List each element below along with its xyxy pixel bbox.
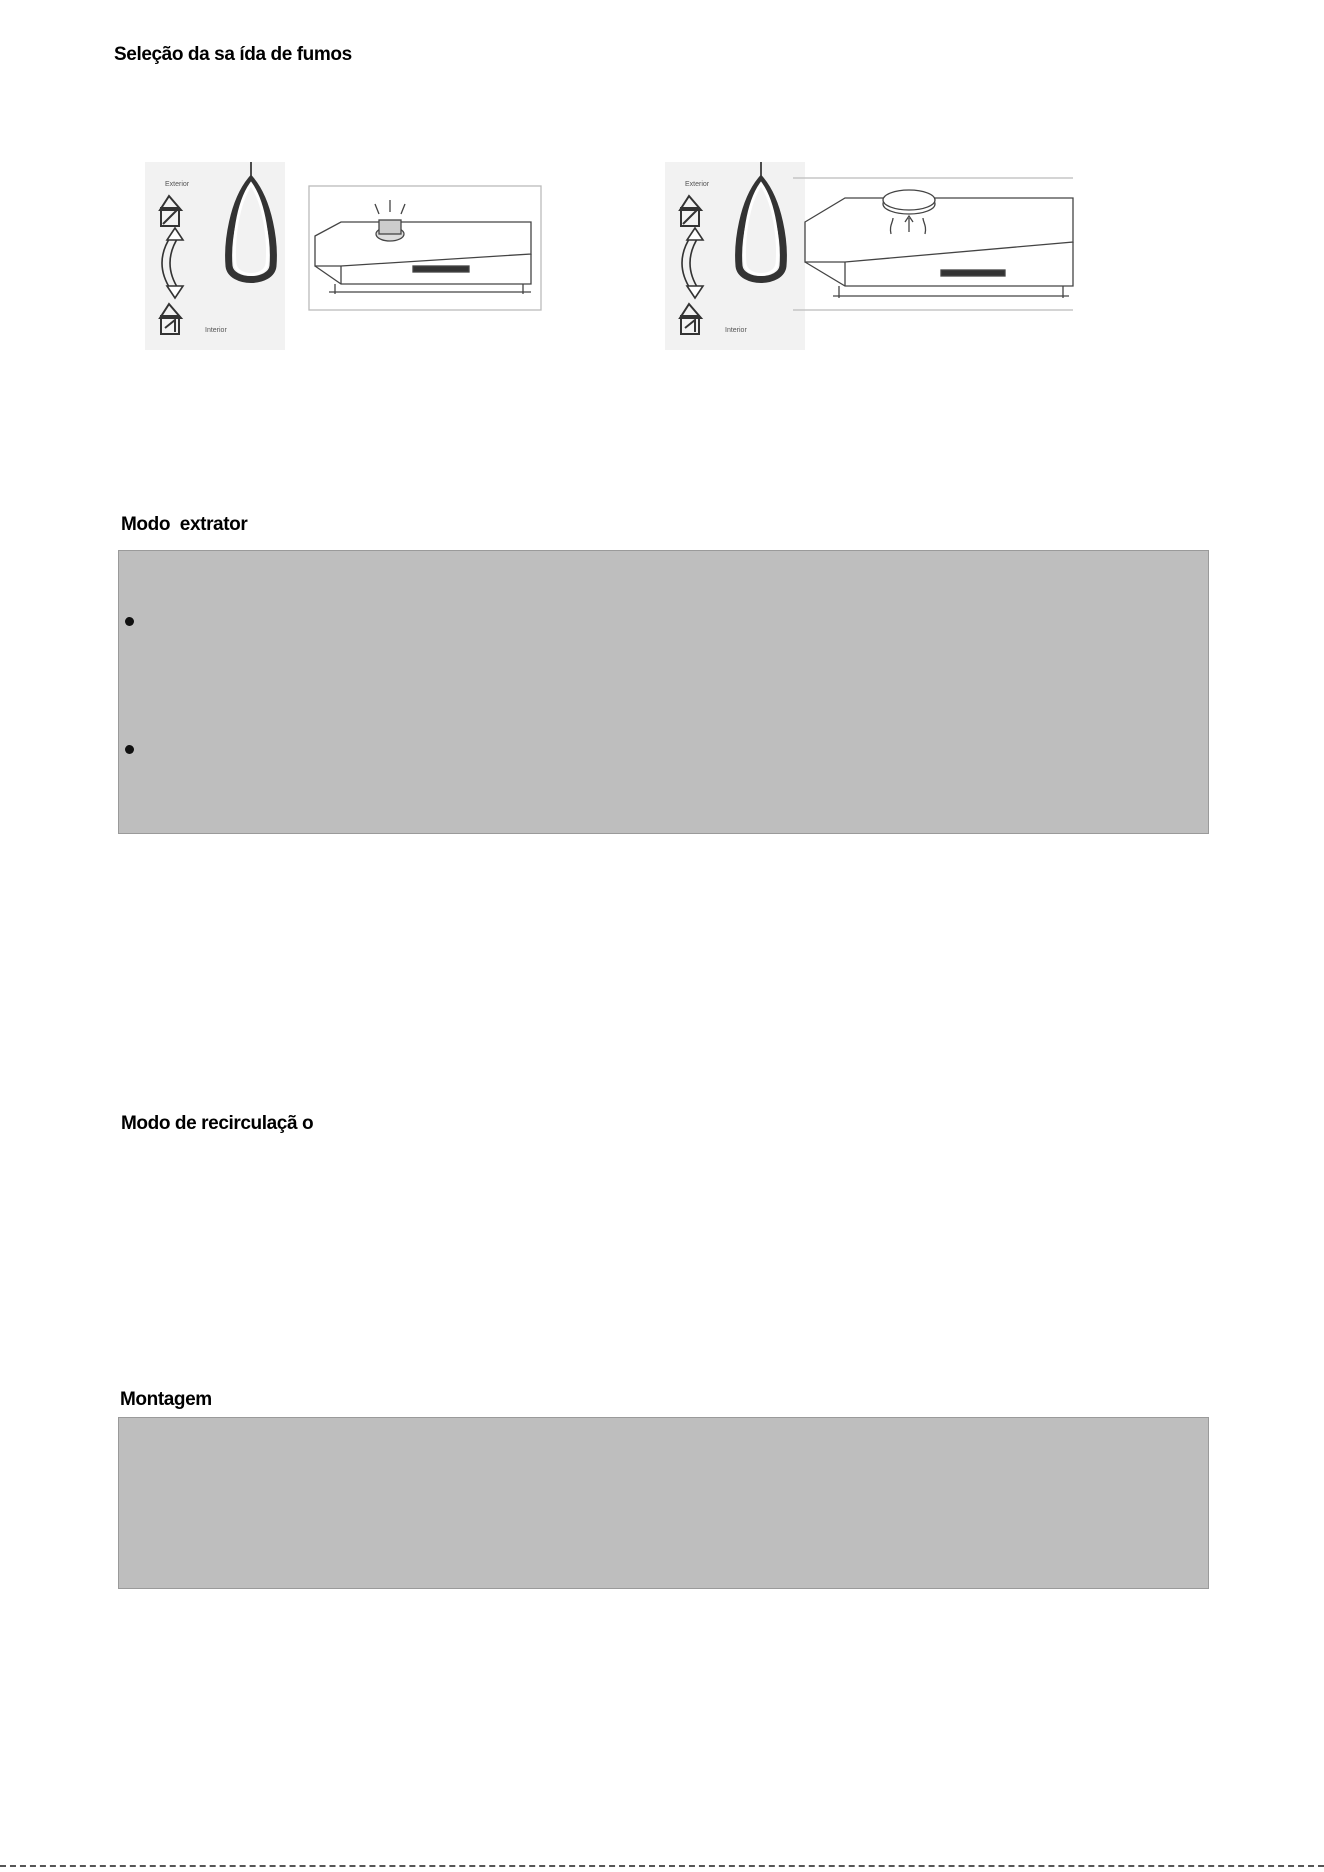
heading-mounting: Montagem bbox=[120, 1389, 212, 1410]
hood-figure-extraction bbox=[145, 162, 545, 350]
range-hood-illustration bbox=[793, 178, 1073, 310]
label-interior: Interior bbox=[725, 327, 747, 334]
extraction-mode-info-box bbox=[118, 550, 1209, 834]
hood-figure-recirculation bbox=[665, 162, 1085, 350]
heading-recirculation-mode: Modo de recirculaçã o bbox=[121, 1113, 314, 1134]
range-hood-illustration bbox=[309, 186, 541, 310]
mounting-info-box bbox=[118, 1417, 1209, 1589]
bullet-point bbox=[125, 617, 134, 626]
page-bottom-divider bbox=[0, 1865, 1324, 1867]
heading-extraction-mode: Modo extrator bbox=[121, 514, 248, 535]
label-exterior: Exterior bbox=[165, 181, 190, 188]
bullet-point bbox=[125, 745, 134, 754]
label-interior: Interior bbox=[205, 327, 227, 334]
heading-outlet-selection: Seleção da sa ída de fumos bbox=[114, 44, 352, 65]
label-exterior: Exterior bbox=[685, 181, 710, 188]
